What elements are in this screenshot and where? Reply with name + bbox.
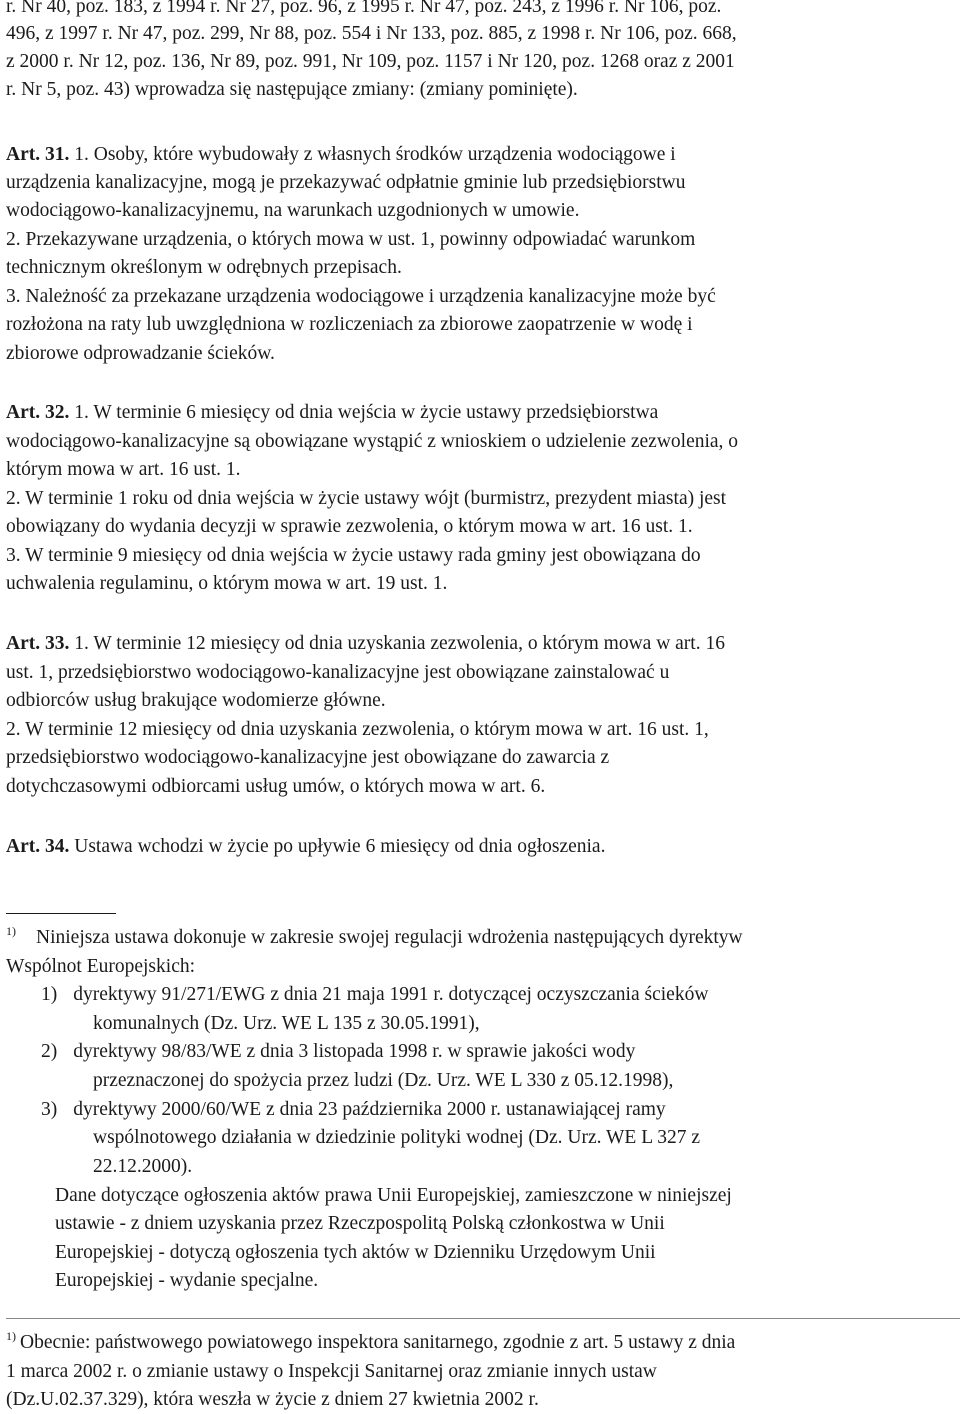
directive-item-2: 2) dyrektywy 98/83/WE z dnia 3 listopada 1998 r. w sprawie jakości wody bbox=[41, 1041, 636, 1062]
footnote-1-line: $^{1)}$ Niniejsza ustawa dokonuje w zakresie swojej regulacji wdrożenia następujących dyrektyw bbox=[6, 924, 743, 948]
intro-line: z 2000 r. Nr 12, poz. 136, Nr 89, poz. 991, Nr 109, poz. 1157 i Nr 120, poz. 1268 oraz z 2001 bbox=[6, 51, 735, 72]
art-32-line: którym mowa w art. 16 ust. 1. bbox=[6, 459, 241, 480]
art-32-line: 2. W terminie 1 roku od dnia wejścia w życie ustawy wójt (burmistrz, prezydent miasta) jest bbox=[6, 488, 727, 509]
footnote-separator bbox=[6, 913, 116, 914]
art-33-line: ust. 1, przedsiębiorstwo wodociągowo-kanalizacyjne jest obowiązane zainstalować u bbox=[6, 662, 670, 683]
intro-line: r. Nr 5, poz. 43) wprowadza się następujące zmiany: (zmiany pominięte). bbox=[6, 79, 578, 100]
art-34-paragraph: Art. 34. Ustawa wchodzi w życie po upływie 6 miesięcy od dnia ogłoszenia. bbox=[6, 836, 606, 857]
publication-note-line: Dane dotyczące ogłoszenia aktów prawa Unii Europejskiej, zamieszczone w niniejszej bbox=[55, 1185, 732, 1206]
footnote-2-line: (Dz.U.02.37.329), która weszła w życie z dniem 27 kwietnia 2002 r. bbox=[6, 1389, 539, 1410]
list-number: 1) bbox=[41, 984, 58, 1005]
art-31-line: wodociągowo-kanalizacyjnemu, na warunkach uzgodnionych w umowie. bbox=[6, 200, 580, 221]
art-32-line: 3. W terminie 9 miesięcy od dnia wejścia w życie ustawy rada gminy jest obowiązana do bbox=[6, 545, 701, 566]
list-number: 3) bbox=[41, 1099, 58, 1120]
art-31-heading: Art. 31. bbox=[6, 144, 70, 165]
art-32-heading: Art. 32. bbox=[6, 402, 70, 423]
art-34-heading: Art. 34. bbox=[6, 836, 70, 857]
directive-item-1: 1) dyrektywy 91/271/EWG z dnia 21 maja 1991 r. dotyczącej oczyszczania ścieków bbox=[41, 984, 709, 1005]
art-31-line: urządzenia kanalizacyjne, mogą je przekazywać odpłatnie gminie lub przedsiębiorstwu bbox=[6, 172, 686, 193]
art-32-line: wodociągowo-kanalizacyjne są obowiązane wystąpić z wnioskiem o udzielenie zezwolenia, o bbox=[6, 431, 739, 452]
publication-note-line: Europejskiej - wydanie specjalne. bbox=[55, 1270, 319, 1291]
art-33-heading: Art. 33. bbox=[6, 633, 70, 654]
directive-item-3-cont: 22.12.2000). bbox=[93, 1156, 193, 1177]
art-33-paragraph-1: Art. 33. 1. W terminie 12 miesięcy od dnia uzyskania zezwolenia, o którym mowa w art. 16 bbox=[6, 633, 725, 654]
directive-item-1-cont: komunalnych (Dz. Urz. WE L 135 z 30.05.1991), bbox=[93, 1013, 480, 1034]
art-32-paragraph-1: Art. 32. 1. W terminie 6 miesięcy od dnia wejścia w życie ustawy przedsiębiorstwa bbox=[6, 402, 659, 423]
art-33-line: dotychczasowymi odbiorcami usług umów, o których mowa w art. 6. bbox=[6, 776, 546, 797]
art-31-paragraph-1: Art. 31. 1. Osoby, które wybudowały z własnych środków urządzenia wodociągowe i bbox=[6, 144, 676, 165]
directive-item-2-cont: przeznaczonej do spożycia przez ludzi (Dz. Urz. WE L 330 z 05.12.1998), bbox=[93, 1070, 674, 1091]
footnote-2-line: 1 marca 2002 r. o zmianie ustawy o Inspekcji Sanitarnej oraz zmianie innych ustaw bbox=[6, 1361, 657, 1382]
art-31-line: technicznym określonym w odrębnych przepisach. bbox=[6, 257, 402, 278]
art-33-line: odbiorców usług brakujące wodomierze główne. bbox=[6, 690, 386, 711]
art-31-line: zbiorowe odprowadzanie ścieków. bbox=[6, 343, 275, 364]
footnote-marker: 1) bbox=[6, 924, 16, 938]
intro-line: r. Nr 40, poz. 183, z 1994 r. Nr 27, poz. 96, z 1995 r. Nr 47, poz. 243, z 1996 r. Nr 106, poz. bbox=[6, 0, 722, 17]
directive-item-3: 3) dyrektywy 2000/60/WE z dnia 23 października 2000 r. ustanawiającej ramy bbox=[41, 1099, 666, 1120]
directive-item-3-cont: wspólnotowego działania w dziedzinie polityki wodnej (Dz. Urz. WE L 327 z bbox=[93, 1127, 701, 1148]
list-number: 2) bbox=[41, 1041, 58, 1062]
art-31-line: rozłożona na raty lub uwzględniona w rozliczeniach za zbiorowe zaopatrzenie w wodę i bbox=[6, 314, 693, 335]
art-33-line: 2. W terminie 12 miesięcy od dnia uzyskania zezwolenia, o którym mowa w art. 16 ust. 1, bbox=[6, 719, 709, 740]
footnote-1-line: Wspólnot Europejskich: bbox=[6, 956, 196, 977]
art-33-line: przedsiębiorstwo wodociągowo-kanalizacyjne jest obowiązane do zawarcia z bbox=[6, 747, 610, 768]
art-31-line: 2. Przekazywane urządzenia, o których mowa w ust. 1, powinny odpowiadać warunkom bbox=[6, 229, 696, 250]
publication-note-line: Europejskiej - dotyczą ogłoszenia tych aktów w Dzienniku Urzędowym Unii bbox=[55, 1242, 656, 1263]
publication-note-line: ustawie - z dniem uzyskania przez Rzeczpospolitą Polską członkostwa w Unii bbox=[55, 1213, 665, 1234]
art-31-line: 3. Należność za przekazane urządzenia wodociągowe i urządzenia kanalizacyjne może być bbox=[6, 286, 716, 307]
footnote-marker: 1) bbox=[6, 1329, 16, 1343]
footnote-2-line: $^{1)}$ Obecnie: państwowego powiatowego inspektora sanitarnego, zgodnie z art. 5 ustawy z dnia bbox=[6, 1329, 736, 1353]
intro-line: 496, z 1997 r. Nr 47, poz. 299, Nr 88, poz. 554 i Nr 133, poz. 885, z 1998 r. Nr 106, poz. 668, bbox=[6, 23, 737, 44]
art-32-line: obowiązany do wydania decyzji w sprawie zezwolenia, o którym mowa w art. 16 ust. 1. bbox=[6, 516, 693, 537]
footnote-separator-2 bbox=[6, 1318, 960, 1319]
art-32-line: uchwalenia regulaminu, o którym mowa w art. 19 ust. 1. bbox=[6, 573, 448, 594]
